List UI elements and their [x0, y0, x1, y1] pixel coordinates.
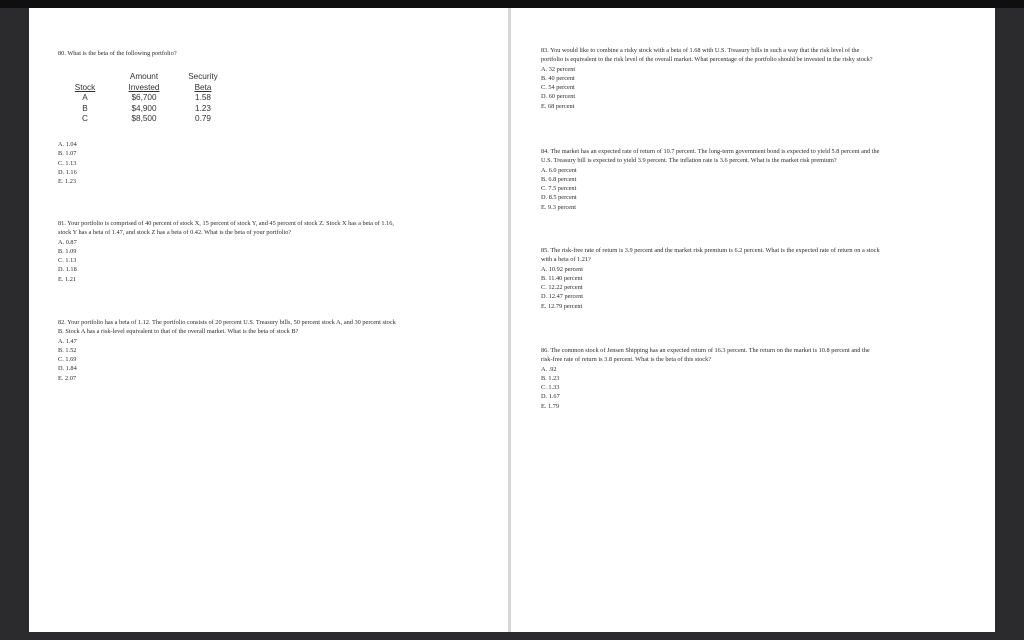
answer-choice: B. 1.52: [58, 346, 77, 354]
question-86-choices: [541, 365, 991, 411]
answer-choice: C. 1.13: [58, 257, 77, 265]
answer-choice: B. 11.40 percent: [541, 274, 583, 282]
table-cell: C: [82, 114, 88, 123]
question-85-stem: 85. The risk-free rate of return is 3.9 percent and the market risk premium is 6.2 percent. What is the expected rate of return on a stock with a beta of 1.21?: [541, 247, 880, 264]
answer-choice: C. 12.22 percent: [541, 284, 583, 292]
answer-choice: D. 1.16: [58, 168, 77, 176]
answer-choice: E. 9.3 percent: [541, 203, 576, 211]
table-row: [59, 114, 229, 125]
question-80-choices: [58, 140, 77, 186]
table-header-cell: Security: [188, 72, 218, 81]
answer-choice: D. 12.47 percent: [541, 293, 583, 301]
answer-choice: C. 1.13: [58, 159, 77, 167]
question-80-stem: 80. What is the beta of the following portfolio?: [58, 50, 177, 57]
table-cell: A: [82, 93, 88, 102]
answer-choice: D. 60 percent: [541, 93, 576, 101]
question-82-stem: 82. Your portfolio has a beta of 1.12. The portfolio consists of 20 percent U.S. Treasury bills, 50 percent stock A, and 30 percent stock B. Stock A has a risk-level equivalent to that of the overall market. What is the beta of stock B?: [58, 319, 396, 336]
right-margin: [995, 8, 1024, 632]
table-header-cell: [59, 72, 111, 83]
question-80: [58, 49, 498, 58]
left-page: [29, 8, 508, 632]
table-row: [59, 93, 229, 104]
table-header-cell: Stock: [74, 82, 96, 92]
question-83-stem: 83. You would like to combine a risky stock with a beta of 1.68 with U.S. Treasury bills in such a way that the risk level of the portfolio is equivalent to the risk level of the overall market. What percentage of the portfolio should be invested in the risky stock?: [541, 47, 873, 64]
table-cell: 1.23: [195, 103, 211, 113]
table-cell: 1.58: [195, 93, 211, 102]
answer-choice: D. 1.84: [58, 365, 77, 373]
table-header-cell: Invested: [128, 82, 160, 92]
question-83: [541, 46, 991, 111]
top-bar: [0, 0, 1024, 8]
question-81-stem: 81. Your portfolio is comprised of 40 percent of stock X, 15 percent of stock Y, and 45 percent of stock Z. Stock X has a beta of 1.16, stock Y has a beta of 1.47, and stock Z has a beta of 0.42. What is the beta of your portfolio?: [58, 220, 394, 237]
question-81: [58, 219, 503, 284]
answer-choice: A. 6.0 percent: [541, 166, 577, 174]
answer-choice: E. 1.23: [58, 178, 77, 186]
question-82: [58, 318, 503, 383]
table-cell: $6,700: [131, 93, 157, 102]
answer-choice: B. 1.23: [541, 374, 560, 382]
answer-choice: A. 0.87: [58, 238, 77, 246]
table-header-cell: Amount: [129, 72, 159, 81]
table-header-row: [59, 83, 229, 94]
answer-choice: C. 7.5 percent: [541, 185, 577, 193]
answer-choice: E. 68 percent: [541, 102, 575, 110]
portfolio-table: [59, 72, 229, 125]
table-cell: $8,500: [131, 114, 157, 123]
table-cell: 0.79: [195, 114, 211, 123]
question-84-choices: [541, 166, 991, 212]
answer-choice: E. 1.79: [541, 402, 560, 410]
table-cell: $4,900: [131, 103, 157, 113]
table-header-row: [59, 72, 229, 83]
answer-choice: B. 6.8 percent: [541, 175, 577, 183]
answer-choice: A. 32 percent: [541, 65, 576, 73]
question-85: [541, 246, 991, 311]
answer-choice: C. 1.33: [541, 384, 560, 392]
question-83-choices: [541, 65, 991, 111]
table-cell: B: [82, 103, 88, 113]
question-86-stem: 86. The common stock of Jensen Shipping has an expected return of 16.3 percent. The return on the market is 10.8 percent and the risk-free rate of return is 3.8 percent. What is the beta of this stock?: [541, 347, 870, 364]
question-85-choices: [541, 265, 991, 311]
answer-choice: B. 1.09: [58, 247, 77, 255]
answer-choice: C. 1.69: [58, 356, 77, 364]
answer-choice: A. 1.04: [58, 141, 77, 148]
answer-choice: E. 1.21: [58, 275, 77, 283]
answer-choice: D. 8.5 percent: [541, 194, 577, 202]
answer-choice: A. 1.47: [58, 337, 77, 345]
answer-choice: D. 1.18: [58, 266, 77, 274]
answer-choice: A. 10.92 percent: [541, 265, 583, 273]
question-81-choices: [58, 238, 503, 284]
question-84: [541, 147, 991, 212]
question-86: [541, 346, 991, 411]
answer-choice: B. 40 percent: [541, 74, 575, 82]
table-header-cell: Beta: [194, 82, 212, 92]
answer-choice: C. 54 percent: [541, 84, 575, 92]
question-82-choices: [58, 337, 503, 383]
table-row: [59, 104, 229, 115]
answer-choice: B. 1.07: [58, 150, 77, 158]
right-page: [511, 8, 995, 632]
answer-choice: E. 2.07: [58, 374, 77, 382]
answer-choice: E. 12.79 percent: [541, 302, 583, 310]
question-84-stem: 84. The market has an expected rate of return of 10.7 percent. The long-term government bond is expected to yield 5.8 percent and the U.S. Treasury bill is expected to yield 3.9 percent. The inflation rate is 3.6 percent. What is the market risk premium?: [541, 148, 880, 165]
answer-choice: A. .92: [541, 365, 557, 373]
answer-choice: D. 1.67: [541, 393, 560, 401]
